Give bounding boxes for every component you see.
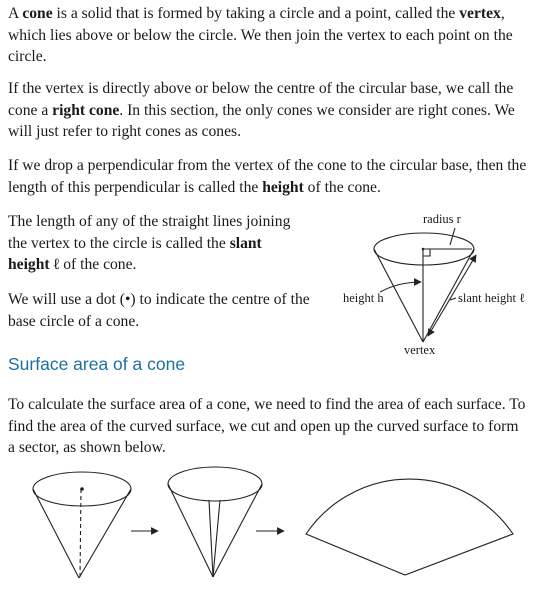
cone-closed-diagram xyxy=(33,472,131,578)
cone-cut-diagram xyxy=(168,467,262,577)
label-vertex: vertex xyxy=(404,343,436,357)
paragraph-surface-area: To calculate the surface area of a cone, we need to find the area of each surface. To find the area of the curved surface, we cut and open up the curved surface to form a sector, as shown below. xyxy=(8,396,526,456)
section-heading: Surface area of a cone xyxy=(8,354,186,374)
term-vertex: vertex xyxy=(459,5,501,22)
paragraph-dot-notation: We will use a dot (•) to indicate the centre of the base circle of a cone. xyxy=(8,291,310,330)
sector-diagram xyxy=(306,479,513,575)
paragraph-height: If we drop a perpendicular from the vertex of the cone to the circular base, then the length of this perpendicular is called the height of the cone. xyxy=(8,157,527,196)
label-radius: radius r xyxy=(423,212,461,226)
paragraph-slant-height: The length of any of the straight lines joining the vertex to the circle is called the slant height ℓ of the cone. xyxy=(8,213,291,273)
term-cone: cone xyxy=(22,5,53,22)
term-height: height xyxy=(262,178,304,196)
term-slant-height: slant height ℓ xyxy=(8,234,262,273)
paragraph-cone-definition: A cone is a solid that is formed by taking a circle and a point, called the vertex, which lies above or below the circle. We then join the vertex to each point on the circle. xyxy=(8,5,513,65)
labelled-cone-diagram xyxy=(374,228,476,342)
label-height: height h xyxy=(343,291,384,305)
paragraph-right-cone: If the vertex is directly above or below the centre of the circular base, we call the cone a right cone. In this section, the only cones we consider are right cones. We will just refer to right cones as cones. xyxy=(8,80,515,140)
term-right-cone: right cone xyxy=(52,101,120,119)
label-slant-height: slant height ℓ xyxy=(458,291,526,305)
